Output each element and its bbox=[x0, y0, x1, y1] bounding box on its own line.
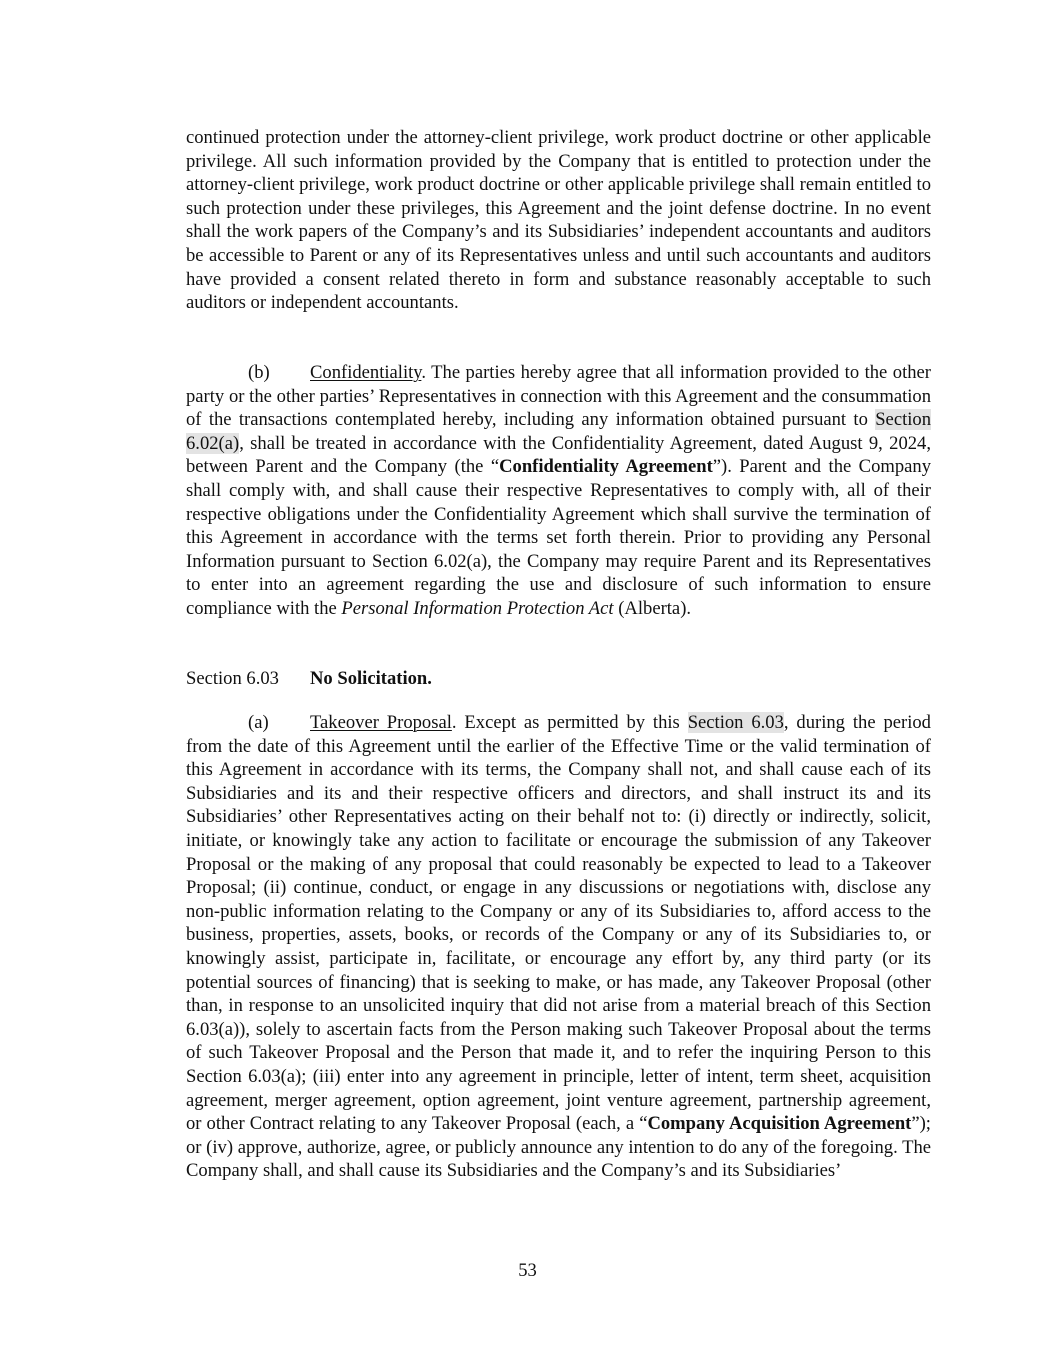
company-acquisition-agreement-defined-term: Company Acquisition Agreement bbox=[647, 1113, 912, 1135]
paragraph-b-text-3: ”). Parent and the Company shall comply with, and shall cause their respective Representatives to comply with, all of their respective obligations under the Confidentiality Agreement which shall survive the termination of this Agreement in accordance with the terms set forth therein. Prior to providing any Personal Information pursuant to Section 6.02(a), the Company may require Parent and its Representatives to enter into an agreement regarding the use and disclosure of such information to ensure compliance with the bbox=[186, 456, 931, 619]
paragraph-a-label: (a) bbox=[248, 712, 269, 733]
paragraph-a-text-2: , during the period from the date of this Agreement until the earlier of the Effective Time or the valid termination of this Agreement in accordance with its terms, the Company shall not, and shall cause each of its Subsidiaries and its and their respective officers and directors, and shall instruct its and its Subsidiaries’ other Representatives acting on their behalf not to: (i) directly or indirectly, solicit, initiate, or knowingly take any action to facilitate or encourage the submission of any Takeover Proposal or the making of any proposal that could reasonably be expected to lead to a Takeover Proposal; (ii) continue, conduct, or engage in any discussions or negotiations with, disclose any non-public information relating to the Company or any of its Subsidiaries to, afford access to the business, properties, assets, books, or records of the Company or any of its Subsidiaries to, or knowingly assist, participate in, facilitate, or encourage any effort by, any third party (or its potential sources of financing) that is seeking to make, or has made, any Takeover Proposal (other than, in response to an unsolicited inquiry that did not arise from a material breach of this Section 6.03(a)), solely to ascertain facts from the Person making such Takeover Proposal about the terms of such Takeover Proposal and the Person that made it, and to refer the inquiring Person to this Section 6.03(a); (iii) enter into any agreement in principle, letter of intent, term sheet, acquisition agreement, merger agreement, option agreement, joint venture agreement, partnership agreement, or other Contract relating to any Takeover Proposal (each, a “ bbox=[186, 712, 931, 1135]
confidentiality-agreement-defined-term: Confidentiality Agreement bbox=[499, 456, 713, 478]
section-6-03-crossref-link[interactable]: Section 6.03 bbox=[687, 712, 784, 733]
section-number: Section 6.03 bbox=[186, 668, 279, 689]
continuation-paragraph bbox=[186, 126, 931, 315]
paragraph-b-label: (b) bbox=[248, 362, 270, 383]
paragraph-a-text-3: ”); or (iv) approve, authorize, agree, or publicly announce any intention to do any of the foregoing. The Company shall, and shall cause its Subsidiaries and the Company’s and its Subsidiaries’ bbox=[186, 1113, 931, 1182]
paragraph-a-takeover-proposal bbox=[186, 711, 931, 1183]
takeover-proposal-heading: Takeover Proposal bbox=[310, 712, 452, 733]
paragraph-b-confidentiality bbox=[186, 361, 931, 621]
section-6-02a-crossref-link[interactable]: Section 6.02(a) bbox=[186, 409, 931, 454]
confidentiality-heading: Confidentiality bbox=[310, 362, 422, 383]
paragraph-a-text-1: . Except as permitted by this bbox=[451, 712, 688, 733]
paragraph-b-text-4: (Alberta). bbox=[613, 597, 692, 619]
paragraph-b-text-1: . The parties hereby agree that all information provided to the other party or the other parties’ Representatives in connection with this Agreement and the consummation of the transactions contemplated hereby, including any information obtained pursuant to bbox=[186, 362, 931, 431]
act-title: Personal Information Protection Act bbox=[341, 597, 614, 619]
section-6-03-heading bbox=[186, 667, 931, 691]
page-number: 53 bbox=[518, 1260, 537, 1281]
paragraph-b-text-2: , shall be treated in accordance with the Confidentiality Agreement, dated August 9, 2024, between Parent and the Company (the “ bbox=[186, 432, 931, 478]
continuation-text: continued protection under the attorney-client privilege, work product doctrine or other applicable privilege. All such information provided by the Company that is entitled to protection under the attorney-client privilege, work product doctrine or other applicable privilege shall remain entitled to such protection under these privileges, this Agreement and the joint defense doctrine. In no event shall the work papers of the Company’s and its Subsidiaries’ independent accountants and auditors be accessible to Parent or any of its Representatives unless and until such accountants and auditors have provided a consent related thereto in form and substance reasonably acceptable to such auditors or independent accountants. bbox=[186, 127, 931, 314]
section-title: No Solicitation. bbox=[310, 668, 432, 689]
